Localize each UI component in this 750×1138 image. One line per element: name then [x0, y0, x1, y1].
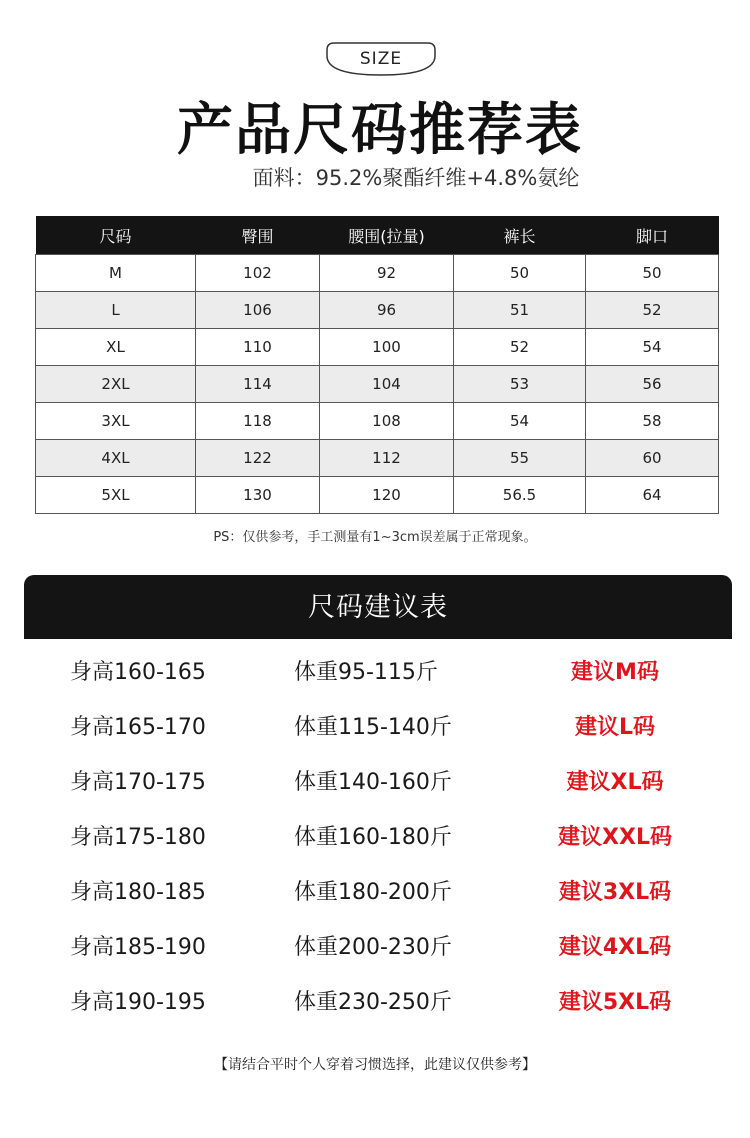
footer-note: 【请结合平时个人穿着习惯选择，此建议仅供参考】: [214, 1057, 536, 1073]
table-cell: 112: [320, 440, 454, 477]
size-suggestion: 建议XL码: [566, 770, 664, 795]
table-cell: XL: [36, 329, 196, 366]
table-cell: 56: [586, 366, 719, 403]
table-cell: 52: [586, 292, 719, 329]
size-table: [35, 216, 719, 514]
table-cell: 5XL: [36, 477, 196, 514]
table-cell: 122: [196, 440, 320, 477]
table-cell: 114: [196, 366, 320, 403]
height-range: 身高185-190: [70, 935, 206, 960]
table-cell: 96: [320, 292, 454, 329]
size-suggestion: 建议L码: [574, 715, 656, 740]
table-cell: 51: [454, 292, 586, 329]
table-cell: 58: [586, 403, 719, 440]
table-row: [36, 440, 719, 477]
badge-label: SIZE: [359, 49, 403, 69]
table-row: [36, 292, 719, 329]
height-range: 身高190-195: [70, 990, 206, 1015]
table-cell: 54: [586, 329, 719, 366]
weight-range: 体重160-180斤: [294, 825, 452, 850]
table-cell: 64: [586, 477, 719, 514]
measurement-note: PS：仅供参考，手工测量有1~3cm误差属于正常现象。: [213, 530, 537, 545]
table-cell: 3XL: [36, 403, 196, 440]
table-row: [36, 255, 719, 292]
table-cell: 50: [454, 255, 586, 292]
recommend-row: [0, 820, 750, 860]
header-cell: 尺码: [36, 216, 196, 255]
weight-range: 体重140-160斤: [294, 770, 452, 795]
recommend-title: 尺码建议表: [308, 592, 448, 623]
header-cell: 臀围: [196, 216, 320, 255]
size-suggestion: 建议4XL码: [558, 935, 672, 960]
fabric-info: 面料：95.2%聚酯纤维+4.8%氨纶: [252, 166, 580, 190]
table-cell: 100: [320, 329, 454, 366]
size-suggestion: 建议5XL码: [558, 990, 672, 1015]
table-cell: 108: [320, 403, 454, 440]
table-cell: 54: [454, 403, 586, 440]
table-cell: 53: [454, 366, 586, 403]
recommend-header: [24, 575, 732, 639]
table-cell: 50: [586, 255, 719, 292]
table-cell: 130: [196, 477, 320, 514]
table-row: [36, 403, 719, 440]
table-cell: 55: [454, 440, 586, 477]
weight-range: 体重200-230斤: [294, 935, 452, 960]
table-cell: L: [36, 292, 196, 329]
table-cell: 110: [196, 329, 320, 366]
table-cell: 56.5: [454, 477, 586, 514]
table-row: [36, 477, 719, 514]
header-cell: 脚口: [586, 216, 719, 255]
table-cell: 52: [454, 329, 586, 366]
table-row: [36, 329, 719, 366]
table-cell: 4XL: [36, 440, 196, 477]
table-cell: M: [36, 255, 196, 292]
table-cell: 102: [196, 255, 320, 292]
height-range: 身高160-165: [70, 660, 206, 685]
table-cell: 118: [196, 403, 320, 440]
weight-range: 体重95-115斤: [294, 660, 438, 685]
size-suggestion: 建议XXL码: [558, 825, 672, 850]
size-suggestion: 建议3XL码: [558, 880, 672, 905]
recommend-row: [0, 655, 750, 695]
recommend-row: [0, 985, 750, 1025]
weight-range: 体重230-250斤: [294, 990, 452, 1015]
recommend-row: [0, 930, 750, 970]
table-cell: 104: [320, 366, 454, 403]
height-range: 身高165-170: [70, 715, 206, 740]
table-cell: 2XL: [36, 366, 196, 403]
weight-range: 体重180-200斤: [294, 880, 452, 905]
size-suggestion: 建议M码: [571, 660, 659, 685]
height-range: 身高180-185: [70, 880, 206, 905]
table-cell: 92: [320, 255, 454, 292]
table-cell: 106: [196, 292, 320, 329]
recommend-row: [0, 710, 750, 750]
height-range: 身高175-180: [70, 825, 206, 850]
header-cell: 腰围(拉量): [320, 216, 454, 255]
table-cell: 120: [320, 477, 454, 514]
recommend-row: [0, 765, 750, 805]
height-range: 身高170-175: [70, 770, 206, 795]
table-header-row: [36, 216, 719, 255]
table-row: [36, 366, 719, 403]
page-title: 产品尺码推荐表: [177, 98, 583, 163]
recommend-row: [0, 875, 750, 915]
header-cell: 裤长: [454, 216, 586, 255]
table-cell: 60: [586, 440, 719, 477]
size-badge: [326, 42, 436, 76]
weight-range: 体重115-140斤: [294, 715, 452, 740]
